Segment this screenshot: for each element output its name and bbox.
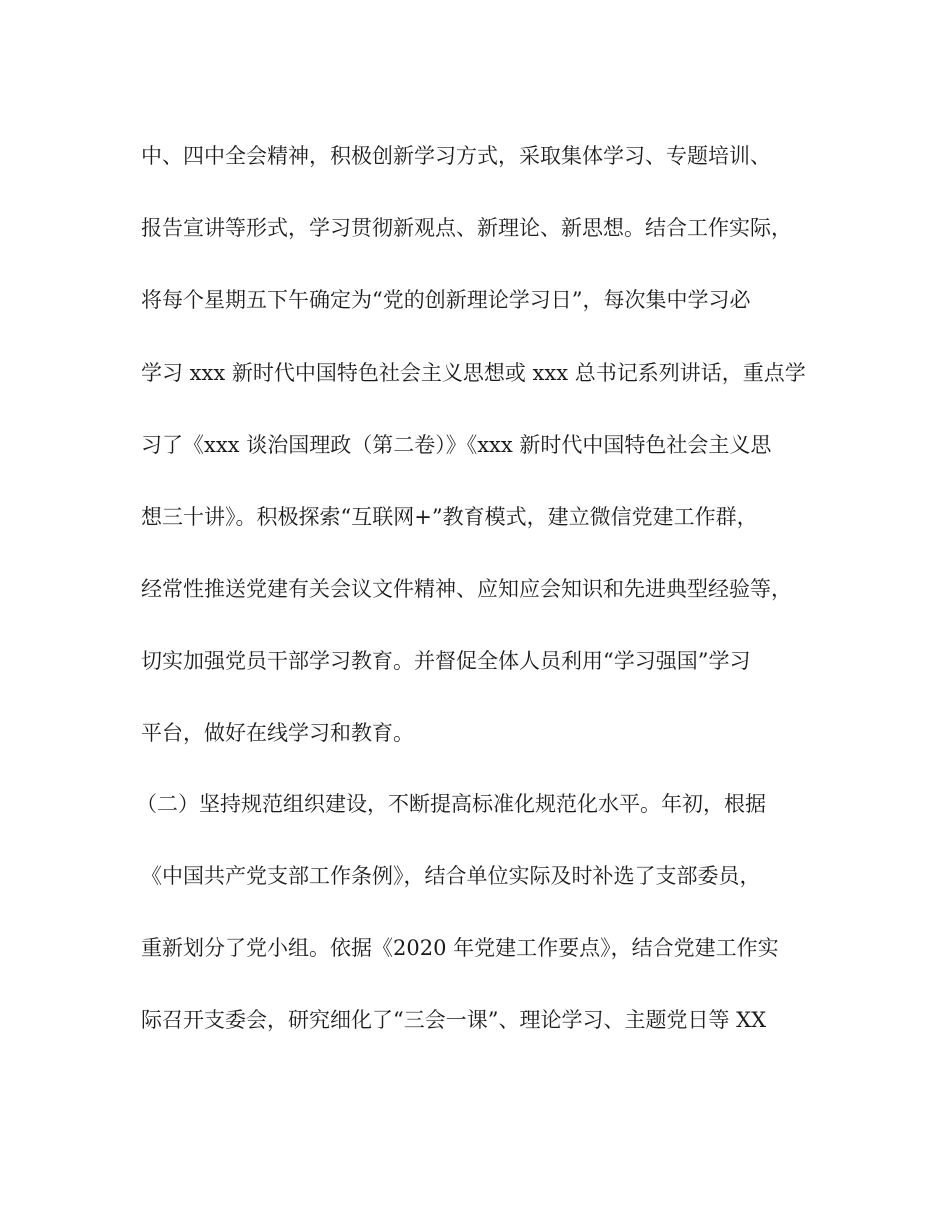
text-line: 重新划分了党小组。依据《2020 年党建工作要点》，结合党建工作实 — [141, 936, 779, 960]
text-line: 切实加强党员干部学习教育。并督促全体人员利用“学习强国”学习 — [141, 649, 751, 673]
text-line: 习了《xxx 谈治国理政（第二卷）》《xxx 新时代中国特色社会主义思 — [141, 433, 772, 457]
section-heading-line: （二）坚持规范组织建设，不断提高标准化规范化水平。年初，根据 — [136, 792, 766, 816]
text-line: 将每个星期五下午确定为“党的创新理论学习日”，每次集中学习必 — [141, 288, 751, 312]
text-line: 经常性推送党建有关会议文件精神、应知应会知识和先进典型经验等， — [141, 577, 792, 601]
text-line: 报告宣讲等形式，学习贯彻新观点、新理论、新思想。结合工作实际， — [141, 216, 792, 240]
text-line: 平台，做好在线学习和教育。 — [141, 721, 414, 745]
text-line: 际召开支委会，研究细化了“三会一课”、理论学习、主题党日等 XX — [141, 1008, 767, 1032]
text-line: 想三十讲》。积极探索“互联网+”教育模式，建立微信党建工作群， — [141, 505, 758, 529]
text-line: 中、四中全会精神，积极创新学习方式，采取集体学习、专题培训、 — [141, 144, 771, 168]
text-line: 学习 xxx 新时代中国特色社会主义思想或 xxx 总书记系列讲话，重点学 — [141, 361, 806, 385]
text-line: 《中国共产党支部工作条例》，结合单位实际及时补选了支部委员， — [141, 864, 761, 888]
